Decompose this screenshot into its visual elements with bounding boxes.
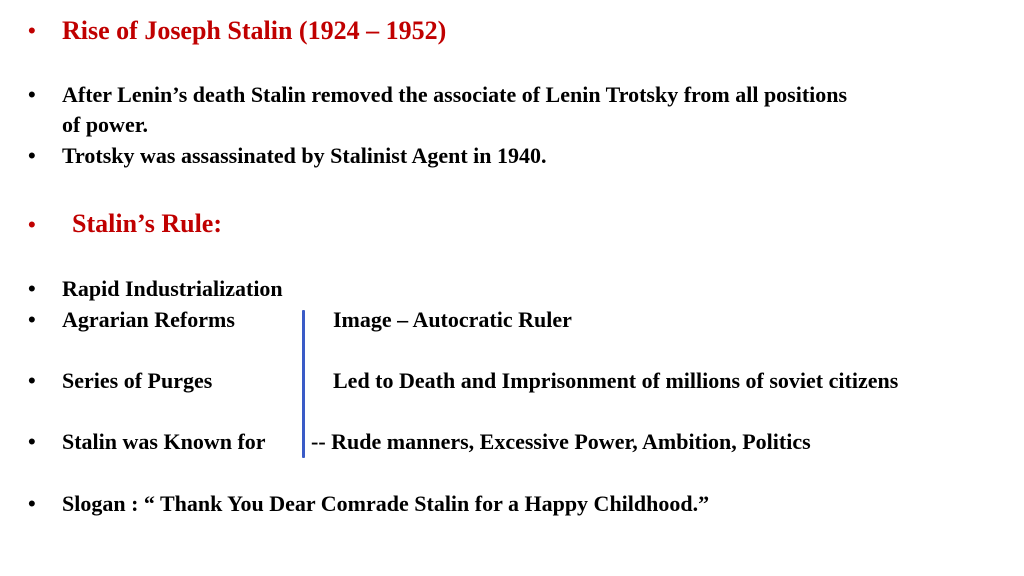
item-stalin-known-for: Stalin was Known for [62,429,266,454]
bullet: • [28,307,36,332]
note-death-imprisonment: Led to Death and Imprisonment of millions of soviet citizens [333,368,899,393]
note-traits: -- Rude manners, Excessive Power, Ambition, Politics [311,429,811,454]
point-lenin-death-line1: After Lenin’s death Stalin removed the associate of Lenin Trotsky from all positions [62,82,848,107]
divider-line [302,310,305,458]
item-rapid-industrialization: Rapid Industrialization [62,276,283,301]
bullet: • [28,82,36,107]
bullet: • [28,491,36,516]
note-autocratic-ruler: Image – Autocratic Ruler [333,307,572,332]
bullet: • [28,18,36,43]
bullet: • [28,212,36,237]
item-agrarian-reforms: Agrarian Reforms [62,307,235,332]
slogan: Slogan : “ Thank You Dear Comrade Stalin for a Happy Childhood.” [62,491,710,516]
subheading-stalins-rule: Stalin’s Rule: [72,209,222,238]
point-trotsky-assassinated: Trotsky was assassinated by Stalinist Agent in 1940. [62,143,547,168]
item-series-of-purges: Series of Purges [62,368,213,393]
bullet: • [28,276,36,301]
bullet: • [28,429,36,454]
bullet: • [28,368,36,393]
point-lenin-death-line2: of power. [62,112,148,137]
slide-title: Rise of Joseph Stalin (1924 – 1952) [62,16,447,45]
bullet: • [28,143,36,168]
